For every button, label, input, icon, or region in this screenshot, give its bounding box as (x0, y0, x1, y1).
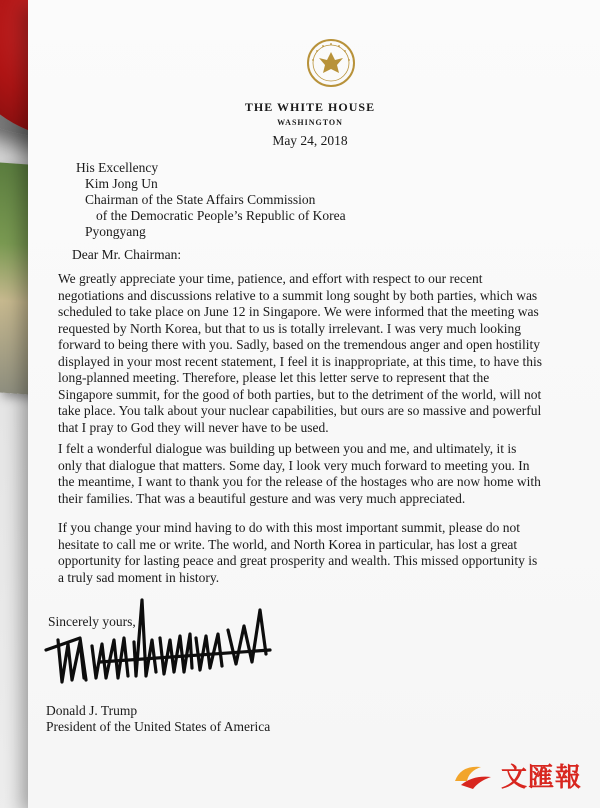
body-line: negotiations and discussions relative to a summit long sought by both parties, which was (58, 287, 538, 303)
recipient-line: Pyongyang (85, 224, 146, 239)
body-line: Singapore summit, for the good of both parties, but to the detriment of the world, will not (58, 386, 542, 402)
paragraph-3 (58, 520, 598, 586)
handwritten-signature (40, 580, 280, 690)
body-line: I felt a wonderful dialogue was building up between you and me, and ultimately, it is (58, 441, 517, 456)
body-line: that I pray to God they will never have to be used. (58, 419, 329, 435)
body-line: a truly sad moment in history. (58, 569, 220, 585)
newspaper-watermark (451, 757, 582, 794)
recipient-line: His Excellency (76, 160, 159, 175)
salutation: Dear Mr. Chairman: (72, 247, 182, 262)
letterhead-title: THE WHITE HOUSE (244, 100, 376, 114)
body-line: We greatly appreciate your time, patience, and effort with respect to our recent (58, 271, 483, 286)
body-line: scheduled to take place on June 12 in Singapore. We were informed that the meeting was (58, 304, 539, 319)
body-line: forward to being there with you. Sadly, based on the tremendous anger and open hostility (58, 337, 541, 352)
signer-name: Donald J. Trump (46, 703, 138, 718)
recipient-line: of the Democratic People’s Republic of Korea (96, 208, 346, 223)
paragraph-1 (58, 271, 598, 436)
body-line: requested by North Korea, but that to us is totally irrelevant. I was very much looking (58, 320, 522, 336)
signer-title: President of the United States of America (46, 719, 271, 734)
newspaper-logo-icon (451, 759, 495, 793)
recipient-address (76, 160, 346, 240)
body-line: take place. You talk about your nuclear capabilities, but ours are so massive and powerful (58, 403, 542, 418)
body-line: opportunity for lasting peace and great prosperity and wealth. This missed opportunity is (58, 553, 538, 568)
newspaper-logo-text: 文匯報 (500, 763, 582, 793)
presidential-seal-icon (306, 38, 356, 88)
paragraph-2 (58, 441, 598, 507)
closing: Sincerely yours, (48, 614, 136, 629)
letter-page (28, 0, 600, 808)
body-line: If you change your mind having to do with this most important summit, please do not (58, 520, 520, 535)
body-line: their families. That was a beautiful gesture and was very much appreciated. (58, 490, 466, 506)
body-line: hesitate to call me or write. The world, and North Korea in particular, has lost a great (58, 536, 518, 552)
body-line: the meantime, I want to thank you for the release of the hostages who are now home with (58, 474, 541, 489)
body-line: only that dialogue that matters. Some day, I look very much forward to meeting you. In (58, 457, 530, 473)
letter-date: May 24, 2018 (272, 133, 348, 148)
recipient-line: Chairman of the State Affairs Commission (85, 192, 316, 207)
body-line: long-planned meeting. Therefore, please let this letter serve to represent that the (58, 370, 490, 385)
body-line: displayed in your most recent statement, I feel it is inappropriate, at this time, to have this (58, 353, 543, 369)
letterhead-subtitle: WASHINGTON (277, 118, 343, 127)
recipient-line: Kim Jong Un (85, 176, 158, 191)
